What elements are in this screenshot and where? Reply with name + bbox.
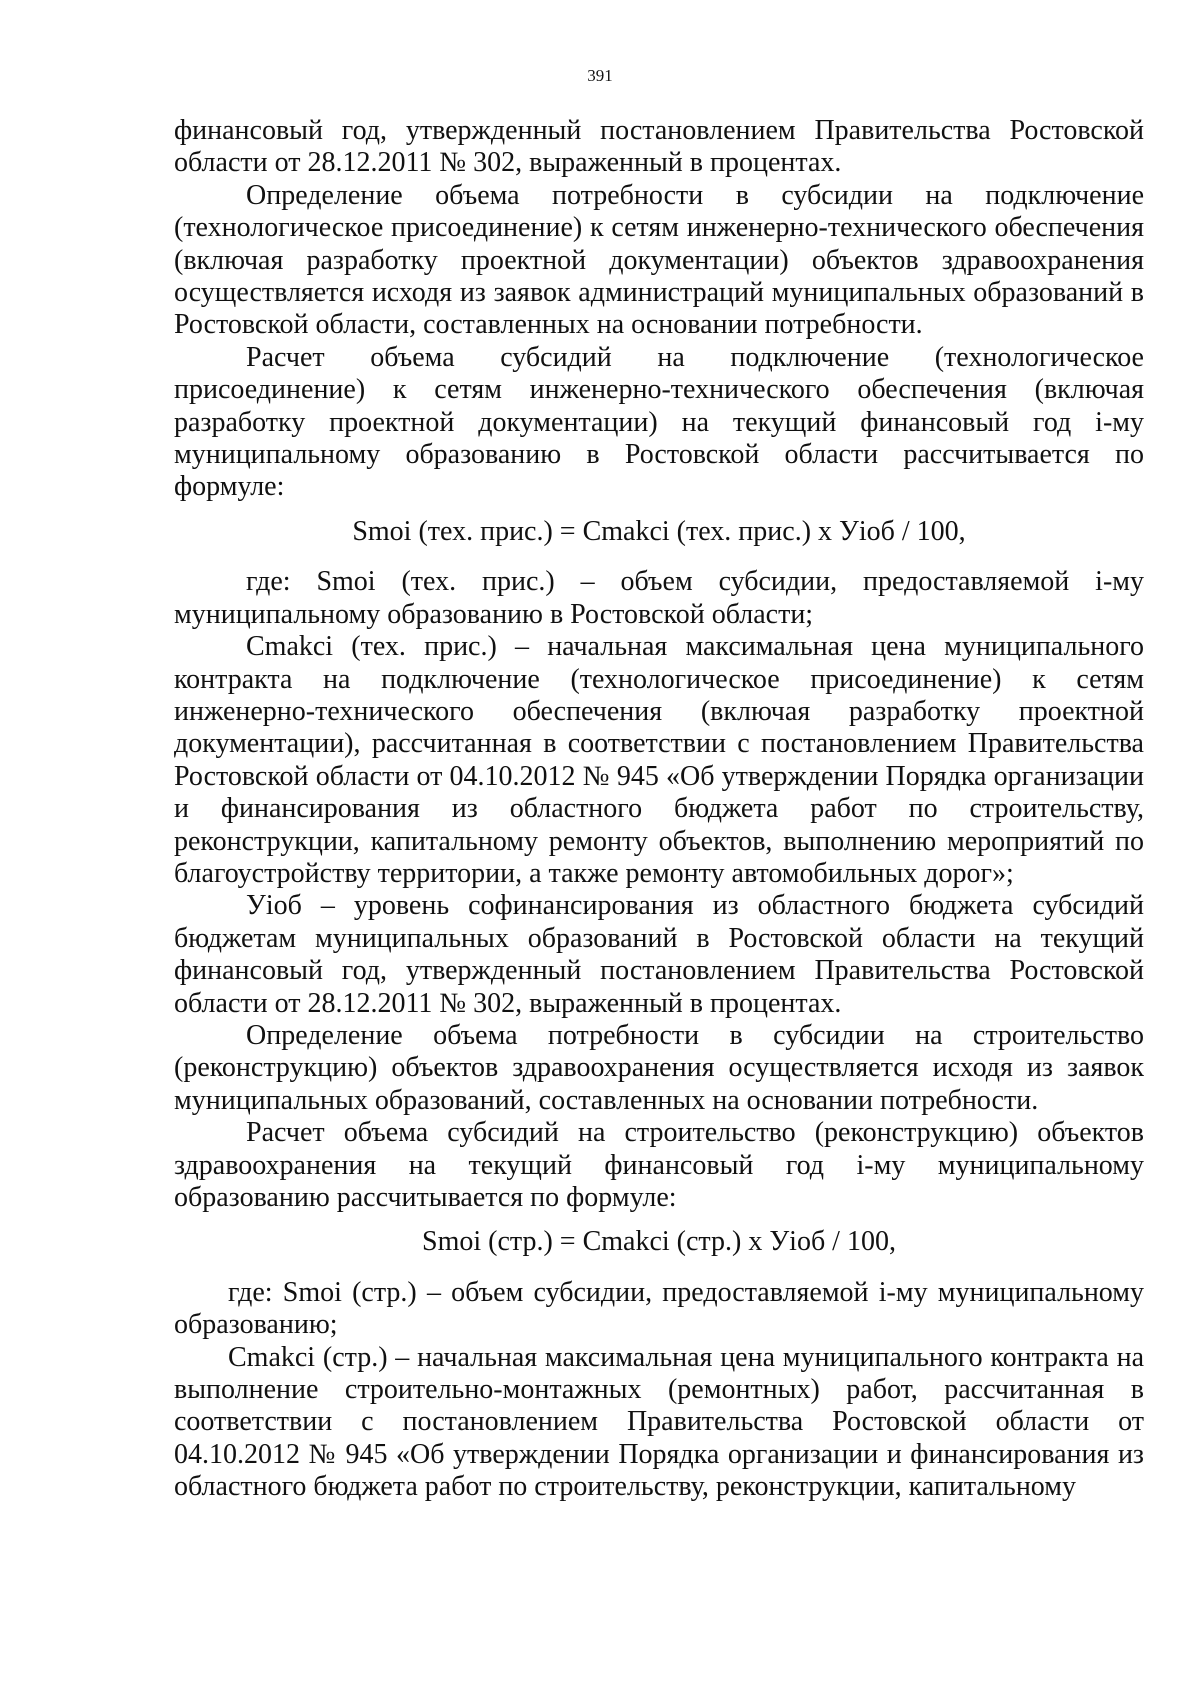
document-body xyxy=(174,115,1144,1504)
paragraph-continuation: финансовый год, утвержденный постановлением Правительства Ростовской области от 28.12.2011 № 302, выраженный в процентах. xyxy=(174,115,1144,179)
paragraph-definition-cmakci-connection: Cmakci (тех. прис.) – начальная максимальная цена муниципального контракта на подключение (технологическое присоединение) к сетям инженерно-технического обеспечения (включая разработку проектной документации), рассчитанная в соответствии с постановлением Правительства Ростовской области от 04.10.2012 № 945 «Об утверждении Порядка организации и финансирования из областного бюджета работ по строительству, реконструкции, капитальному ремонту объектов, выполнению мероприятий по благоустройству территории, а также ремонту автомобильных дорог»; xyxy=(174,631,1144,889)
paragraph-calc-connection: Расчет объема субсидий на подключение (технологическое присоединение) к сетям инженерно-технического обеспечения (включая разработку проектной документации) на текущий финансовый год i-му муниципальному образованию в Ростовской области рассчитывается по формуле: xyxy=(174,341,1144,503)
formula-connection: Smoi (тех. прис.) = Cmakci (тех. прис.) х Уioб / 100, xyxy=(352,515,966,547)
paragraph-calc-construction: Расчет объема субсидий на строительство (реконструкцию) объектов здравоохранения на текущий финансовый год i-му муниципальному образованию рассчитывается по формуле: xyxy=(174,1117,1144,1213)
paragraph-demand-construction: Определение объема потребности в субсидии на строительство (реконструкцию) объектов здравоохранения осуществляется исходя из заявок муниципальных образований, составленных на основании потребности. xyxy=(174,1019,1144,1116)
formula-construction: Smoi (стр.) = Cmakci (стр.) х Уioб / 100, xyxy=(422,1226,896,1258)
paragraph-demand-connection: Определение объема потребности в субсидии на подключение (технологическое присоединение) к сетям инженерно-технического обеспечения (включая разработку проектной документации) объектов здравоохранения осуществляется исходя из заявок администраций муниципальных образований в Ростовской области, составленных на основании потребности. xyxy=(174,179,1144,341)
paragraph-definition-uiob: Уioб – уровень софинансирования из областного бюджета субсидий бюджетам муниципальных образований в Ростовской области на текущий финансовый год, утвержденный постановлением Правительства Ростовской области от 28.12.2011 № 302, выраженный в процентах. xyxy=(174,890,1144,1019)
paragraph-definition-smoi-connection: где: Smoi (тех. прис.) – объем субсидии, предоставляемой i-му муниципальному образованию в Ростовской области; xyxy=(174,566,1144,630)
paragraph-definition-cmakci-construction: Cmakci (стр.) – начальная максимальная цена муниципального контракта на выполнение строительно-монтажных (ремонтных) работ, рассчитанная в соответствии с постановлением Правительства Ростовской области от 04.10.2012 № 945 «Об утверждении Порядка организации и финансирования из областного бюджета работ по строительству, реконструкции, капитальному xyxy=(174,1341,1144,1503)
page-number: 391 xyxy=(587,66,613,85)
paragraph-definition-smoi-construction: где: Smoi (стр.) – объем субсидии, предоставляемой i-му муниципальному образованию; xyxy=(174,1276,1144,1341)
